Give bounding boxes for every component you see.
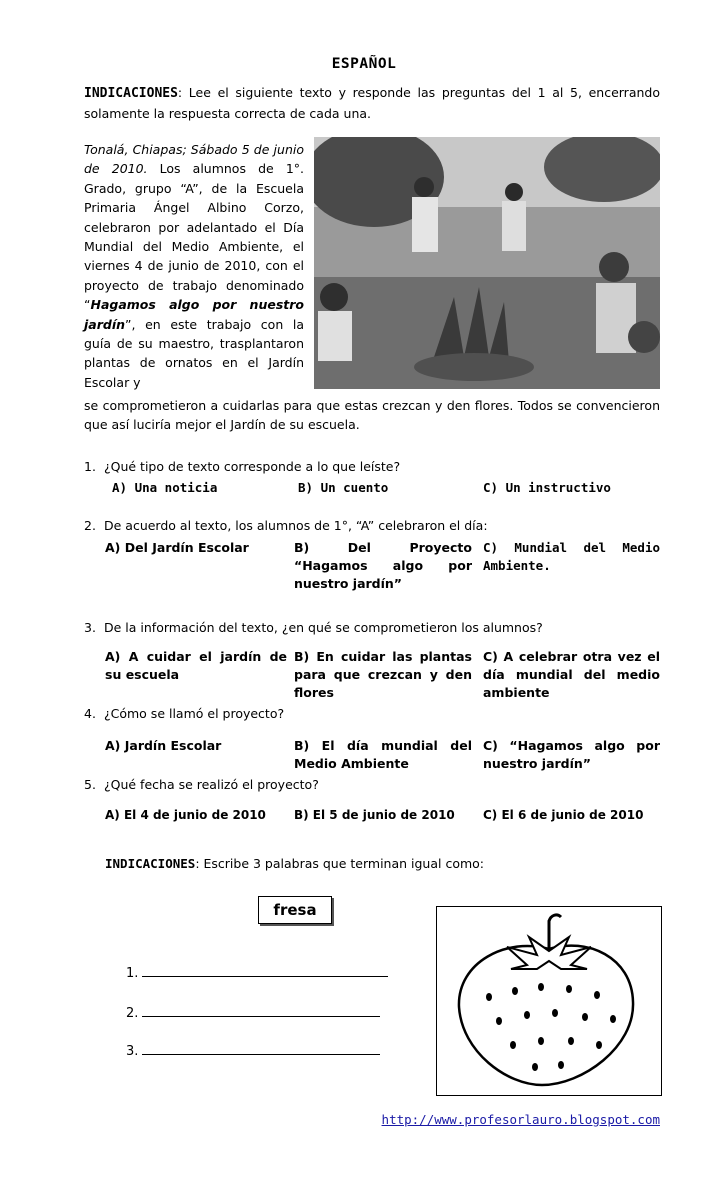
story-project-name: Hagamos algo por nuestro jardín xyxy=(84,297,304,332)
question-3-text: De la información del texto, ¿en qué se comprometieron los alumnos? xyxy=(104,620,543,635)
question-4 xyxy=(84,704,660,724)
strawberry-icon xyxy=(437,907,661,1095)
question-1 xyxy=(84,457,660,477)
answer-line-1-number: 1. xyxy=(126,966,139,981)
story-text xyxy=(84,140,304,392)
story-text-2: ”, en este trabajo con la guía de su maestro, trasplantaron plantas de ornatos en el Jardín Escolar y xyxy=(84,316,304,390)
story-text-1: Los alumnos de 1°. Grado, grupo “A”, de la Escuela Primaria Ángel Albino Corzo, celebraron por adelantado el Día Mundial del Medio Ambiente, el viernes 4 de junio de 2010, con el proyecto de trabajo denominado “ xyxy=(84,161,304,313)
question-3 xyxy=(84,618,660,638)
q4-option-c[interactable]: C) “Hagamos algo por nuestro jardín” xyxy=(483,738,660,771)
question-5-text: ¿Qué fecha se realizó el proyecto? xyxy=(104,777,319,792)
story-continuation: se comprometieron a cuidarlas para que estas crezcan y den flores. Todos se convencieron que así luciría mejor el Jardín de su escuela. xyxy=(84,398,660,433)
instructions xyxy=(84,83,660,124)
instructions-2-label: INDICACIONES xyxy=(105,856,196,871)
q3-option-a[interactable]: A) A cuidar el jardín de su escuela xyxy=(105,649,287,682)
q5-option-c[interactable]: C) El 6 de junio de 2010 xyxy=(483,808,644,822)
question-2 xyxy=(84,516,660,536)
q2-option-b[interactable]: B) Del Proyecto “Hagamos algo por nuestro jardín” xyxy=(294,540,472,591)
question-3-number: 3. xyxy=(84,620,96,635)
question-5 xyxy=(84,775,660,795)
q2-option-c[interactable]: C) Mundial del Medio Ambiente. xyxy=(483,540,660,573)
instructions-text: : Lee el siguiente texto y responde las preguntas del 1 al 5, encerrando solamente la respuesta correcta de cada una. xyxy=(84,85,660,121)
q3-option-c[interactable]: C) A celebrar otra vez el día mundial del medio ambiente xyxy=(483,649,660,700)
q2-option-a[interactable]: A) Del Jardín Escolar xyxy=(105,540,249,555)
question-1-number: 1. xyxy=(84,459,96,474)
strawberry-picture xyxy=(436,906,662,1096)
question-5-number: 5. xyxy=(84,777,96,792)
story-place-date: Tonalá, Chiapas; Sábado 5 de junio de 2010. xyxy=(84,142,304,177)
answer-line-3-number: 3. xyxy=(126,1044,139,1059)
photo-illustration xyxy=(314,137,660,389)
instructions-label: INDICACIONES xyxy=(84,86,178,101)
q3-option-b[interactable]: B) En cuidar las plantas para que crezcan y den flores xyxy=(294,649,472,700)
answer-line-2[interactable] xyxy=(126,1002,380,1021)
q5-option-a[interactable]: A) El 4 de junio de 2010 xyxy=(105,808,266,822)
question-4-number: 4. xyxy=(84,706,96,721)
q1-option-a[interactable]: A) Una noticia xyxy=(112,480,218,495)
q4-option-a[interactable]: A) Jardín Escolar xyxy=(105,738,222,753)
instructions-2 xyxy=(105,856,665,871)
page-title: ESPAÑOL xyxy=(331,56,397,72)
question-2-number: 2. xyxy=(84,518,96,533)
answer-line-1[interactable] xyxy=(126,962,388,981)
word-box: fresa xyxy=(258,896,332,924)
q1-option-c[interactable]: C) Un instructivo xyxy=(483,480,611,495)
answer-line-2-number: 2. xyxy=(126,1006,139,1021)
question-2-text: De acuerdo al texto, los alumnos de 1°, “A” celebraron el día: xyxy=(104,518,488,533)
school-garden-photo xyxy=(314,137,660,389)
q4-option-b[interactable]: B) El día mundial del Medio Ambiente xyxy=(294,738,472,771)
q5-option-b[interactable]: B) El 5 de junio de 2010 xyxy=(294,808,455,822)
answer-line-1-blank[interactable] xyxy=(142,962,388,977)
footer-link[interactable]: http://www.profesorlauro.blogspot.com xyxy=(381,1112,660,1127)
question-4-text: ¿Cómo se llamó el proyecto? xyxy=(104,706,285,721)
q1-option-b[interactable]: B) Un cuento xyxy=(298,480,389,495)
answer-line-3-blank[interactable] xyxy=(142,1040,380,1055)
answer-line-2-blank[interactable] xyxy=(142,1002,380,1017)
answer-line-3[interactable] xyxy=(126,1040,380,1059)
instructions-2-text: : Escribe 3 palabras que terminan igual como: xyxy=(195,856,485,871)
question-1-text: ¿Qué tipo de texto corresponde a lo que leíste? xyxy=(104,459,401,474)
